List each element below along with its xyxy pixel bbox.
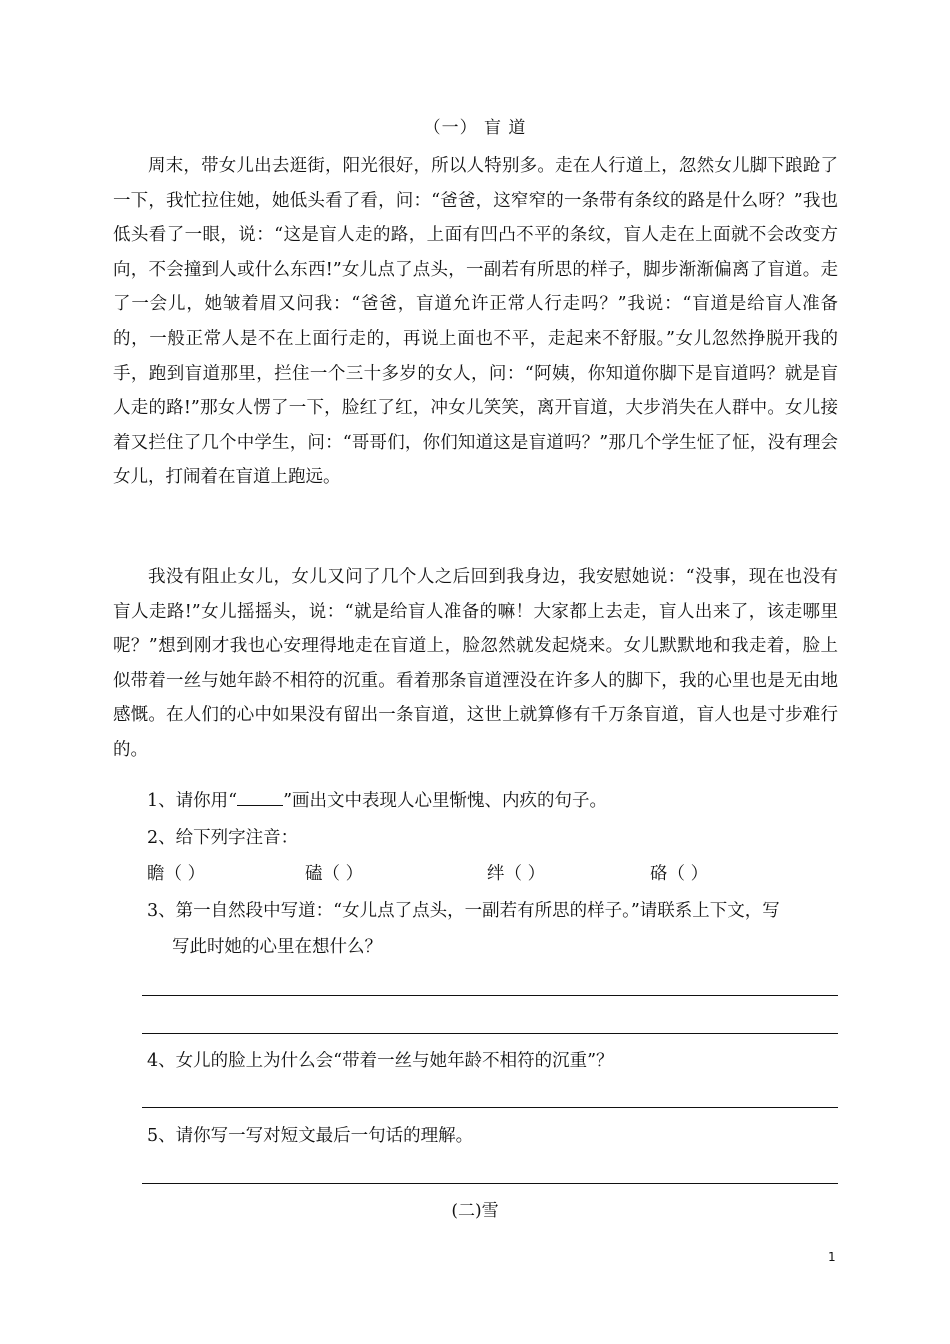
question-4: 4、女儿的脸上为什么会“带着一丝与她年龄不相符的沉重”？ [147, 1051, 614, 1071]
question-3-line2: 写此时她的心里在想什么？ [172, 937, 382, 957]
answer-line [142, 1183, 838, 1184]
pinyin-item: 磕（ ） [305, 864, 364, 884]
page-number: 1 [828, 1250, 836, 1264]
question-3-line1: 3、第一自然段中写道：“女儿点了点头，一副若有所思的样子。”请联系上下文，写 [147, 901, 780, 921]
question-1-text-before: 1、请你用“ [147, 791, 238, 811]
answer-line [142, 1033, 838, 1034]
paragraph-1: 周末，带女儿出去逛街，阳光很好，所以人特别多。走在人行道上，忽然女儿脚下踉跄了一下，我忙拉住她，她低头看了看，问：“爸爸，这窄窄的一条带有条纹的路是什么呀？”我也低头看了一眼，说：“这是盲人走的路，上面有凹凸不平的条纹，盲人走在上面就不会改变方向，不会撞到人或什么东西!”女儿点了点头，一副若有所思的样子，脚步渐渐偏离了盲道。走了一会儿，她皱着眉又问我：“爸爸，盲道允许正常人行走吗？”我说：“盲道是给盲人准备的，一般正常人是不在上面行走的，再说上面也不平，走起来不舒服。”女儿忽然挣脱开我的手，跑到盲道那里，拦住一个三十多岁的女人，问：“阿姨，你知道你脚下是盲道吗？就是盲人走的路!”那女人愣了一下，脸红了红，冲女儿笑笑，离开盲道，大步消失在人群中。女儿接着又拦住了几个中学生，问：“哥哥们，你们知道这是盲道吗？”那几个学生怔了怔，没有理会女儿，打闹着在盲道上跑远。 [113, 156, 838, 488]
pinyin-item: 绊（ ） [487, 864, 546, 884]
answer-line [142, 995, 838, 996]
pinyin-item: 瞻（ ） [147, 864, 206, 884]
section1-title: （一） 盲 道 [423, 118, 527, 138]
question-5: 5、请你写一写对短文最后一句话的理解。 [147, 1126, 474, 1146]
question-1 [147, 784, 607, 818]
underline-sample [237, 787, 283, 806]
question-2: 2、给下列字注音： [147, 828, 299, 848]
question-1-text-after: ”画出文中表现人心里惭愧、内疚的句子。 [283, 791, 608, 811]
section2-title: (二)雪 [451, 1201, 499, 1221]
answer-line [142, 1107, 838, 1108]
paragraph-2: 我没有阻止女儿，女儿又问了几个人之后回到我身边，我安慰她说：“没事，现在也没有盲人走路!”女儿摇摇头，说：“就是给盲人准备的嘛！大家都上去走，盲人出来了，该走哪里呢？”想到刚才我也心安理得地走在盲道上，脸忽然就发起烧来。女儿默默地和我走着，脸上似带着一丝与她年龄不相符的沉重。看着那条盲道湮没在许多人的脚下，我的心里也是无由地感慨。在人们的心中如果没有留出一条盲道，这世上就算修有千万条盲道，盲人也是寸步难行的。 [113, 567, 838, 760]
pinyin-item: 硌（ ） [650, 864, 709, 884]
